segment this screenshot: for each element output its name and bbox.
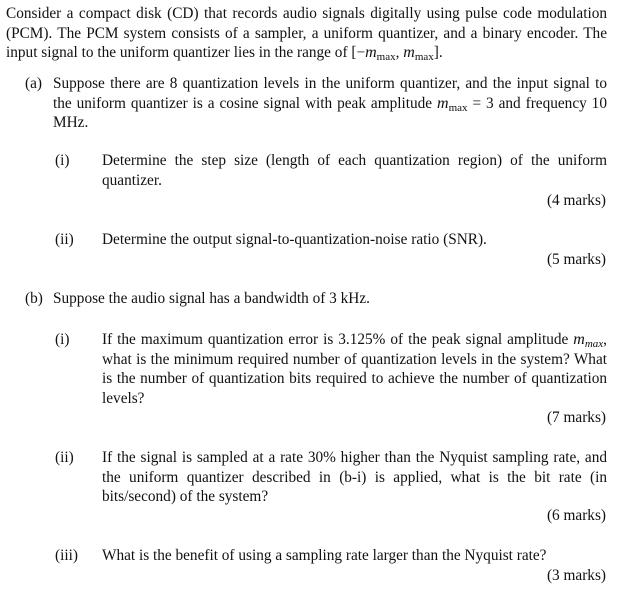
m-symbol: m <box>573 331 585 348</box>
m-symbol: m <box>437 94 449 112</box>
intro-text: Consider a compact disk (CD) that records audio signals digitally using pulse code modulation (PCM). The PCM system consists of a sampler, a uniform quantizer, and a binary encoder. The input signal to the uniform quantizer lies in the range of <box>6 5 607 61</box>
part-a-text2: = 3 and frequency 10 MHz. <box>53 94 607 131</box>
part-a-text1: Suppose there are 8 quantization levels in the uniform quantizer, and the input signal to the uniform quantizer is a cosine signal with peak amplitude <box>53 75 607 112</box>
part-a-label: (a) <box>25 75 42 92</box>
question-b-i-marks: (7 marks) <box>546 409 606 426</box>
question-b-iii-text: What is the benefit of using a sampling rate larger than the Nyquist rate? <box>102 547 547 564</box>
part-a-text <box>53 74 607 133</box>
m-symbol: m <box>365 44 377 61</box>
question-b-i-text2: , what is the minimum required number of quantization levels in the system? What is the number of quantization bits required to achieve the number of quantization levels? <box>102 331 607 407</box>
question-b-iii-marks: (3 marks) <box>546 567 606 584</box>
question-a-i-label: (i) <box>55 152 70 169</box>
question-a-ii-text: Determine the output signal-to-quantization-noise ratio (SNR). <box>102 231 487 248</box>
range-close: ]. <box>433 44 443 61</box>
max-subscript: max <box>584 338 604 350</box>
question-b-ii-text: If the signal is sampled at a rate 30% higher than the Nyquist sampling rate, and the uniform quantizer described in (b-i) is applied, what is the bit rate (in bits/second) of the system? <box>102 449 607 505</box>
question-a-i-marks: (4 marks) <box>546 192 606 209</box>
max-subscript: max <box>376 51 396 63</box>
question-b-i-text1: If the maximum quantization error is 3.125% of the peak signal amplitude <box>102 331 574 348</box>
m-symbol: m <box>403 44 415 61</box>
range-open: [− <box>351 44 366 61</box>
question-b-i-text <box>102 330 607 408</box>
max-subscript: max <box>448 101 468 114</box>
part-b-text: Suppose the audio signal has a bandwidth of 3 kHz. <box>53 290 370 307</box>
question-b-iii-label: (iii) <box>55 547 78 564</box>
intro-paragraph <box>6 4 607 63</box>
part-b-label: (b) <box>25 290 43 307</box>
question-b-ii-marks: (6 marks) <box>546 507 606 524</box>
question-b-ii-label: (ii) <box>55 449 74 466</box>
question-b-i-label: (i) <box>55 331 70 348</box>
question-a-i-text: Determine the step size (length of each quantization region) of the uniform quantizer. <box>102 152 607 189</box>
question-a-ii-label: (ii) <box>55 231 74 248</box>
max-subscript: max <box>414 51 434 63</box>
question-a-ii-marks: (5 marks) <box>546 251 606 268</box>
comma: , <box>395 44 404 61</box>
